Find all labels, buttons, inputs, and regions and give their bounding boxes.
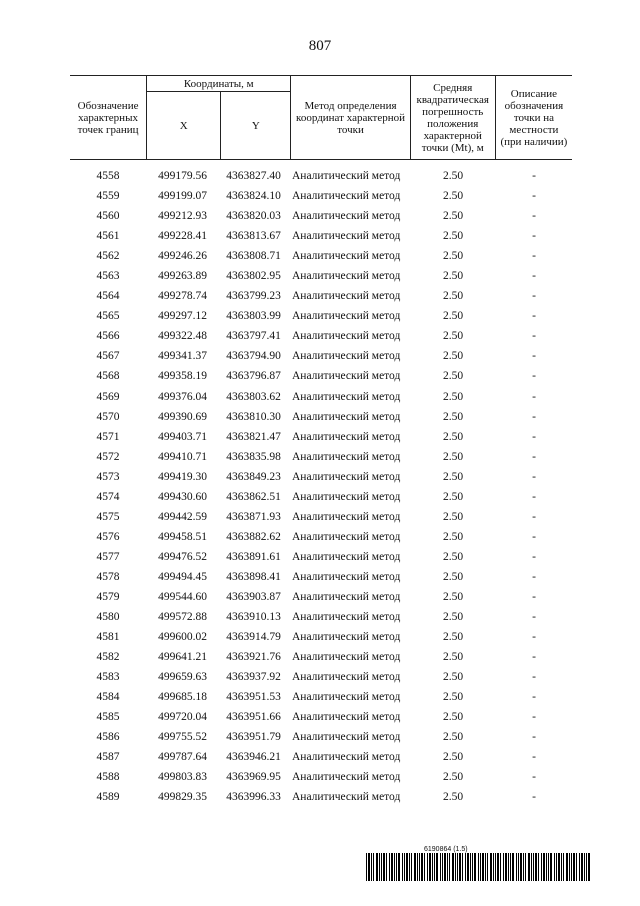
description: - (532, 651, 536, 664)
error-value: 2.50 (442, 631, 464, 644)
header-error: Средняя квадратическая погрешность положения характерной точки (Mt), м (410, 76, 495, 160)
point-number: 4575 (96, 510, 120, 523)
coord-y: 4363903.87 (226, 590, 281, 603)
table-row (70, 787, 572, 807)
header-y: Y (221, 92, 291, 160)
method: Аналитический метод (292, 570, 401, 583)
error-value: 2.50 (442, 190, 464, 203)
error-value: 2.50 (442, 671, 464, 684)
error-value: 2.50 (442, 570, 464, 583)
table-row (70, 727, 572, 747)
coord-x: 499419.30 (158, 470, 207, 483)
point-number: 4560 (96, 210, 120, 223)
coord-y: 4363849.23 (226, 470, 281, 483)
method: Аналитический метод (292, 430, 401, 443)
coord-x: 499659.63 (158, 671, 207, 684)
point-number: 4582 (96, 651, 120, 664)
table-row (70, 166, 572, 186)
point-number: 4564 (96, 290, 120, 303)
method: Аналитический метод (292, 510, 401, 523)
table-row (70, 346, 572, 366)
coord-y: 4363969.95 (226, 771, 281, 784)
description: - (532, 731, 536, 744)
table-row (70, 427, 572, 447)
method: Аналитический метод (292, 390, 401, 403)
coord-x: 499572.88 (158, 611, 207, 624)
coord-x: 499685.18 (158, 691, 207, 704)
point-number: 4559 (96, 190, 120, 203)
table-body (70, 166, 572, 808)
error-value: 2.50 (442, 791, 464, 804)
error-value: 2.50 (442, 430, 464, 443)
point-number: 4588 (96, 771, 120, 784)
error-value: 2.50 (442, 290, 464, 303)
method: Аналитический метод (292, 290, 401, 303)
method: Аналитический метод (292, 711, 401, 724)
table-row (70, 587, 572, 607)
point-number: 4565 (96, 310, 120, 323)
error-value: 2.50 (442, 390, 464, 403)
error-value: 2.50 (442, 530, 464, 543)
error-value: 2.50 (442, 771, 464, 784)
point-number: 4581 (96, 631, 120, 644)
point-number: 4589 (96, 791, 120, 804)
error-value: 2.50 (442, 590, 464, 603)
error-value: 2.50 (442, 550, 464, 563)
method: Аналитический метод (292, 651, 401, 664)
error-value: 2.50 (442, 510, 464, 523)
coord-x: 499358.19 (158, 370, 207, 383)
description: - (532, 711, 536, 724)
header-x: X (147, 92, 221, 160)
coord-x: 499476.52 (158, 550, 207, 563)
error-value: 2.50 (442, 450, 464, 463)
point-number: 4569 (96, 390, 120, 403)
description: - (532, 450, 536, 463)
method: Аналитический метод (292, 631, 401, 644)
method: Аналитический метод (292, 490, 401, 503)
table-row (70, 707, 572, 727)
coord-x: 499376.04 (158, 390, 207, 403)
table-row (70, 767, 572, 787)
point-number: 4579 (96, 590, 120, 603)
method: Аналитический метод (292, 370, 401, 383)
method: Аналитический метод (292, 310, 401, 323)
point-number: 4567 (96, 350, 120, 363)
table-row (70, 627, 572, 647)
method: Аналитический метод (292, 530, 401, 543)
table-row (70, 567, 572, 587)
point-number: 4584 (96, 691, 120, 704)
error-value: 2.50 (442, 751, 464, 764)
coord-y: 4363882.62 (226, 530, 281, 543)
coord-x: 499494.45 (158, 570, 207, 583)
error-value: 2.50 (442, 711, 464, 724)
method: Аналитический метод (292, 470, 401, 483)
error-value: 2.50 (442, 230, 464, 243)
description: - (532, 771, 536, 784)
coord-y: 4363835.98 (226, 450, 281, 463)
description: - (532, 430, 536, 443)
point-number: 4587 (96, 751, 120, 764)
coord-y: 4363808.71 (226, 250, 281, 263)
coord-y: 4363937.92 (226, 671, 281, 684)
coord-y: 4363797.41 (226, 330, 281, 343)
coord-x: 499641.21 (158, 651, 207, 664)
method: Аналитический метод (292, 671, 401, 684)
description: - (532, 250, 536, 263)
coord-x: 499803.83 (158, 771, 207, 784)
coord-y: 4363820.03 (226, 210, 281, 223)
barcode-label: 6190864 (1.5) (424, 846, 468, 853)
coord-y: 4363910.13 (226, 611, 281, 624)
coord-y: 4363951.53 (226, 691, 281, 704)
method: Аналитический метод (292, 350, 401, 363)
coord-x: 499600.02 (158, 631, 207, 644)
point-number: 4568 (96, 370, 120, 383)
header-description: Описание обозначения точки на местности (при наличии) (495, 76, 572, 160)
point-number: 4561 (96, 230, 120, 243)
coord-x: 499278.74 (158, 290, 207, 303)
description: - (532, 190, 536, 203)
coord-y: 4363794.90 (226, 350, 281, 363)
coord-x: 499829.35 (158, 791, 207, 804)
coord-x: 499212.93 (158, 210, 207, 223)
description: - (532, 210, 536, 223)
coord-x: 499403.71 (158, 430, 207, 443)
description: - (532, 751, 536, 764)
coord-y: 4363951.79 (226, 731, 281, 744)
coord-x: 499442.59 (158, 510, 207, 523)
description: - (532, 470, 536, 483)
error-value: 2.50 (442, 170, 464, 182)
header-method: Метод определения координат характерной точки (291, 76, 410, 160)
table-row (70, 527, 572, 547)
table-row (70, 407, 572, 427)
error-value: 2.50 (442, 611, 464, 624)
method: Аналитический метод (292, 791, 401, 804)
coord-y: 4363813.67 (226, 230, 281, 243)
method: Аналитический метод (292, 450, 401, 463)
coord-y: 4363799.23 (226, 290, 281, 303)
page-number: 807 (308, 38, 332, 54)
coord-x: 499179.56 (158, 170, 207, 182)
method: Аналитический метод (292, 210, 401, 223)
description: - (532, 570, 536, 583)
description: - (532, 590, 536, 603)
method: Аналитический метод (292, 771, 401, 784)
coord-x: 499322.48 (158, 330, 207, 343)
coord-y: 4363898.41 (226, 570, 281, 583)
description: - (532, 791, 536, 804)
description: - (532, 510, 536, 523)
description: - (532, 490, 536, 503)
table-row (70, 366, 572, 386)
method: Аналитический метод (292, 731, 401, 744)
method: Аналитический метод (292, 550, 401, 563)
table-row (70, 667, 572, 687)
coord-x: 499787.64 (158, 751, 207, 764)
table-row (70, 487, 572, 507)
method: Аналитический метод (292, 611, 401, 624)
method: Аналитический метод (292, 410, 401, 423)
point-number: 4573 (96, 470, 120, 483)
error-value: 2.50 (442, 270, 464, 283)
table-row (70, 747, 572, 767)
table-row (70, 507, 572, 527)
method: Аналитический метод (292, 230, 401, 243)
coord-x: 499228.41 (158, 230, 207, 243)
coord-y: 4363862.51 (226, 490, 281, 503)
description: - (532, 230, 536, 243)
description: - (532, 410, 536, 423)
error-value: 2.50 (442, 470, 464, 483)
method: Аналитический метод (292, 250, 401, 263)
point-number: 4585 (96, 711, 120, 724)
method: Аналитический метод (292, 190, 401, 203)
coord-y: 4363996.33 (226, 791, 281, 804)
coord-y: 4363824.10 (226, 190, 281, 203)
coord-y: 4363821.47 (226, 430, 281, 443)
point-number: 4572 (96, 450, 120, 463)
table-row (70, 186, 572, 206)
method: Аналитический метод (292, 170, 401, 182)
coord-y: 4363827.40 (226, 170, 281, 182)
table-row (70, 647, 572, 667)
error-value: 2.50 (442, 330, 464, 343)
point-number: 4563 (96, 270, 120, 283)
barcode-image (366, 853, 592, 881)
method: Аналитический метод (292, 691, 401, 704)
table-row (70, 447, 572, 467)
error-value: 2.50 (442, 691, 464, 704)
coord-x: 499390.69 (158, 410, 207, 423)
coord-x: 499458.51 (158, 530, 207, 543)
point-number: 4580 (96, 611, 120, 624)
point-number: 4566 (96, 330, 120, 343)
table-row (70, 467, 572, 487)
table-row (70, 326, 572, 346)
header-coordinates: Координаты, м (147, 76, 291, 92)
coord-x: 499755.52 (158, 731, 207, 744)
description: - (532, 691, 536, 704)
point-number: 4574 (96, 490, 120, 503)
error-value: 2.50 (442, 350, 464, 363)
table-row (70, 226, 572, 246)
method: Аналитический метод (292, 751, 401, 764)
table-row (70, 286, 572, 306)
table-row (70, 306, 572, 326)
error-value: 2.50 (442, 490, 464, 503)
error-value: 2.50 (442, 250, 464, 263)
method: Аналитический метод (292, 270, 401, 283)
point-number: 4562 (96, 250, 120, 263)
error-value: 2.50 (442, 370, 464, 383)
description: - (532, 550, 536, 563)
coord-x: 499199.07 (158, 190, 207, 203)
table-row (70, 387, 572, 407)
coord-y: 4363891.61 (226, 550, 281, 563)
description: - (532, 390, 536, 403)
description: - (532, 530, 536, 543)
table-row (70, 687, 572, 707)
coord-y: 4363921.76 (226, 651, 281, 664)
coord-x: 499410.71 (158, 450, 207, 463)
error-value: 2.50 (442, 731, 464, 744)
point-number: 4577 (96, 550, 120, 563)
description: - (532, 370, 536, 383)
coord-y: 4363802.95 (226, 270, 281, 283)
description: - (532, 611, 536, 624)
point-number: 4570 (96, 410, 120, 423)
table-row (70, 206, 572, 226)
coord-x: 499341.37 (158, 350, 207, 363)
point-number: 4583 (96, 671, 120, 684)
error-value: 2.50 (442, 310, 464, 323)
method: Аналитический метод (292, 590, 401, 603)
description: - (532, 671, 536, 684)
method: Аналитический метод (292, 330, 401, 343)
description: - (532, 310, 536, 323)
coord-y: 4363871.93 (226, 510, 281, 523)
point-number: 4576 (96, 530, 120, 543)
coord-x: 499263.89 (158, 270, 207, 283)
header-point-designation: Обозначение характерных точек границ (70, 76, 147, 160)
description: - (532, 290, 536, 303)
coord-y: 4363810.30 (226, 410, 281, 423)
description: - (532, 270, 536, 283)
point-number: 4558 (96, 170, 120, 182)
error-value: 2.50 (442, 410, 464, 423)
error-value: 2.50 (442, 651, 464, 664)
coord-y: 4363946.21 (226, 751, 281, 764)
error-value: 2.50 (442, 210, 464, 223)
table-row (70, 266, 572, 286)
description: - (532, 170, 536, 182)
coord-x: 499720.04 (158, 711, 207, 724)
table-row (70, 547, 572, 567)
coord-y: 4363803.99 (226, 310, 281, 323)
coord-y: 4363951.66 (226, 711, 281, 724)
coord-x: 499430.60 (158, 490, 207, 503)
description: - (532, 350, 536, 363)
coord-x: 499544.60 (158, 590, 207, 603)
coord-x: 499246.26 (158, 250, 207, 263)
coord-y: 4363914.79 (226, 631, 281, 644)
description: - (532, 631, 536, 644)
description: - (532, 330, 536, 343)
point-number: 4571 (96, 430, 120, 443)
coord-x: 499297.12 (158, 310, 207, 323)
coord-y: 4363803.62 (226, 390, 281, 403)
coord-y: 4363796.87 (226, 370, 281, 383)
table-header (70, 75, 572, 160)
table-row (70, 607, 572, 627)
table-row (70, 246, 572, 266)
point-number: 4586 (96, 731, 120, 744)
point-number: 4578 (96, 570, 120, 583)
